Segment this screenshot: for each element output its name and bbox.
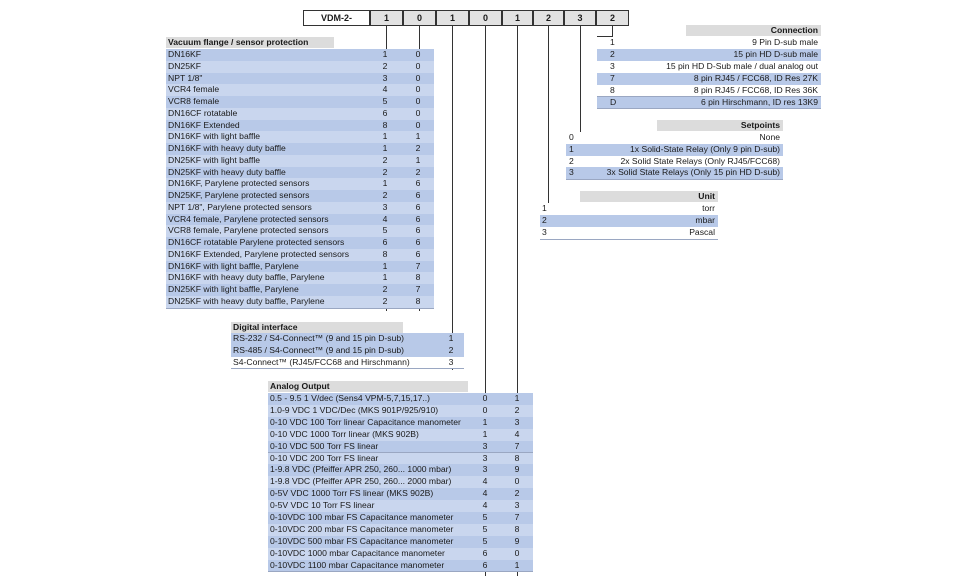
analog-code-digit-1: 1 — [482, 416, 488, 427]
analog-code-digit-1: 4 — [482, 500, 488, 511]
analog-option-label: 0-10 VDC 1000 Torr linear (MKS 902B) — [270, 428, 419, 439]
flange-code-digit-1: 2 — [382, 284, 388, 294]
flange-option-label: VCR4 female — [168, 84, 220, 95]
flange-code-digit-1: 2 — [382, 166, 388, 177]
analog-code-digit-1: 5 — [482, 523, 488, 534]
digital-option-label: RS-485 / S4-Connect™ (9 and 15 pin D-sub) — [233, 344, 405, 355]
connection-code: D — [610, 96, 617, 107]
flange-code-digit-2: 7 — [415, 260, 421, 271]
analog-code-digit-1: 3 — [482, 440, 488, 451]
flange-option-label: DN16KF with heavy duty baffle — [168, 143, 286, 153]
flange-code-digit-2: 1 — [415, 154, 421, 165]
flange-option-label: DN25KF with light baffle, Parylene — [168, 284, 299, 294]
setpoint-option-label: 1x Solid-State Relay (Only 9 pin D-sub) — [630, 143, 780, 154]
flange-code-digit-1: 1 — [382, 272, 388, 283]
analog-code-digit-1: 0 — [482, 393, 488, 403]
analog-code-digit-2: 2 — [514, 488, 520, 499]
analog-option-label: 0-10 VDC 100 Torr linear Capacitance manometer — [270, 416, 461, 427]
digital-code-digit: 2 — [448, 344, 454, 355]
digital-option-label: RS-232 / S4-Connect™ (9 and 15 pin D-sub) — [233, 333, 405, 343]
analog-title: Analog Output — [268, 381, 468, 392]
analog-option-label: 0-10VDC 1100 mbar Capacitance manometer — [270, 559, 445, 570]
flange-option-label: NPT 1/8", Parylene protected sensors — [168, 201, 312, 212]
analog-code-digit-2: 1 — [514, 393, 520, 403]
flange-code-digit-2: 2 — [415, 166, 421, 177]
flange-code-digit-1: 3 — [382, 72, 388, 83]
analog-code-digit-2: 8 — [514, 452, 520, 463]
flange-option-label: DN25KF with heavy duty baffle — [168, 166, 286, 177]
unit-title: Unit — [580, 191, 718, 202]
flange-option-label: DN16KF Extended, Parylene protected sensors — [168, 248, 350, 259]
analog-code-digit-1: 1 — [482, 428, 488, 439]
analog-option-label: 1-9.8 VDC (Pfeiffer APR 250, 260... 1000 mbar) — [270, 464, 452, 475]
connection-code: 1 — [610, 37, 615, 47]
flange-option-label: DN25KF with heavy duty baffle, Parylene — [168, 295, 325, 306]
connection-code: 3 — [610, 60, 615, 71]
model-code-digit-7: 3 — [564, 10, 596, 26]
flange-code-digit-1: 1 — [382, 178, 388, 189]
digital-title: Digital interface — [231, 322, 403, 333]
flange-code-digit-2: 6 — [415, 201, 421, 212]
digital-row — [231, 357, 464, 370]
flange-code-digit-1: 8 — [382, 248, 388, 259]
flange-option-label: DN25KF — [168, 60, 201, 71]
flange-code-digit-1: 5 — [382, 225, 388, 236]
digital-code-digit: 1 — [448, 333, 454, 343]
setpoint-option-label: None — [759, 132, 780, 142]
analog-option-label: 0-10 VDC 200 Torr FS linear — [270, 452, 379, 463]
unit-row — [540, 227, 718, 240]
connection-code: 7 — [610, 72, 615, 83]
flange-code-digit-1: 2 — [382, 154, 388, 165]
connection-option-label: 6 pin Hirschmann, ID res 13K9 — [700, 96, 818, 107]
flange-code-digit-1: 8 — [382, 119, 388, 130]
connection-row — [597, 97, 821, 110]
flange-code-digit-2: 0 — [415, 49, 421, 59]
flange-code-digit-2: 1 — [415, 131, 421, 142]
model-code-prefix: VDM-2- — [303, 10, 370, 26]
flange-row — [166, 296, 434, 309]
flange-option-label: NPT 1/8" — [168, 72, 203, 83]
flange-option-label: DN16KF with light baffle, Parylene — [168, 260, 299, 271]
flange-code-digit-2: 6 — [415, 225, 421, 236]
analog-option-label: 0-10VDC 200 mbar FS Capacitance manometer — [270, 523, 454, 534]
setpoint-code: 0 — [569, 132, 574, 142]
flange-option-label: DN16KF — [168, 49, 201, 59]
connection-title: Connection — [686, 25, 821, 36]
unit-code: 3 — [542, 227, 547, 237]
analog-option-label: 0-5V VDC 1000 Torr FS linear (MKS 902B) — [270, 488, 434, 499]
unit-code: 1 — [542, 203, 547, 213]
flange-option-label: DN16CF rotatable Parylene protected sensors — [168, 237, 345, 247]
analog-code-digit-1: 6 — [482, 559, 488, 570]
connection-code: 8 — [610, 84, 615, 95]
flange-code-digit-1: 1 — [382, 143, 388, 153]
setpoint-code: 2 — [569, 155, 574, 166]
analog-option-label: 0-10 VDC 500 Torr FS linear — [270, 440, 379, 451]
connection-code: 2 — [610, 48, 615, 59]
flange-code-digit-1: 5 — [382, 96, 388, 106]
model-code-digit-8: 2 — [596, 10, 629, 26]
flange-code-digit-1: 3 — [382, 201, 388, 212]
analog-option-label: 0-10VDC 500 mbar FS Capacitance manometer — [270, 535, 454, 546]
model-code-digit-4: 0 — [469, 10, 502, 26]
flange-code-digit-2: 7 — [415, 284, 421, 294]
analog-option-label: 1-9.8 VDC (Pfeiffer APR 250, 260... 2000 mbar) — [270, 476, 452, 487]
flange-code-digit-2: 6 — [415, 178, 421, 189]
model-code-digit-3: 1 — [436, 10, 469, 26]
digital-code-digit: 3 — [448, 356, 454, 367]
flange-code-digit-2: 6 — [415, 213, 421, 224]
analog-option-label: 0.5 - 9.5 1 V/dec (Sens4 VPM-5,7,15,17..) — [270, 393, 431, 403]
flange-code-digit-1: 6 — [382, 237, 388, 247]
analog-code-digit-2: 8 — [514, 523, 520, 534]
flange-code-digit-2: 0 — [415, 60, 421, 71]
setpoints-title: Setpoints — [657, 120, 783, 131]
flange-code-digit-2: 0 — [415, 107, 421, 118]
flange-code-digit-1: 1 — [382, 260, 388, 271]
analog-code-digit-2: 0 — [514, 476, 520, 487]
flange-code-digit-2: 0 — [415, 84, 421, 95]
analog-code-digit-2: 0 — [514, 547, 520, 558]
flange-code-digit-1: 1 — [382, 131, 388, 142]
flange-code-digit-2: 0 — [415, 119, 421, 130]
analog-code-digit-1: 3 — [482, 464, 488, 475]
analog-code-digit-1: 5 — [482, 535, 488, 546]
setpoint-code: 3 — [569, 167, 574, 178]
analog-code-digit-1: 0 — [482, 404, 488, 415]
analog-option-label: 0-10VDC 1000 mbar Capacitance manometer — [270, 547, 445, 558]
flange-option-label: DN25KF with light baffle — [168, 154, 261, 165]
analog-code-digit-2: 7 — [514, 440, 520, 451]
model-code-digit-2: 0 — [403, 10, 436, 26]
analog-code-digit-2: 1 — [514, 559, 520, 570]
flange-code-digit-2: 2 — [415, 143, 421, 153]
flange-code-digit-1: 2 — [382, 190, 388, 200]
flange-option-label: VCR4 female, Parylene protected sensors — [168, 213, 329, 224]
flange-code-digit-2: 0 — [415, 96, 421, 106]
analog-code-digit-2: 3 — [514, 416, 520, 427]
model-code-digit-5: 1 — [502, 10, 533, 26]
flange-option-label: DN16KF with light baffle — [168, 131, 261, 142]
analog-code-digit-2: 2 — [514, 404, 520, 415]
analog-code-digit-1: 3 — [482, 452, 488, 463]
analog-code-digit-2: 7 — [514, 512, 520, 522]
analog-code-digit-1: 4 — [482, 488, 488, 499]
connection-option-label: 8 pin RJ45 / FCC68, ID Res 36K — [693, 84, 818, 95]
flange-option-label: DN16KF Extended — [168, 119, 240, 130]
digital-option-label: S4-Connect™ (RJ45/FCC68 and Hirschmann) — [233, 356, 410, 367]
model-code-digit-1: 1 — [370, 10, 403, 26]
flange-code-digit-1: 4 — [382, 84, 388, 95]
analog-code-digit-1: 6 — [482, 547, 488, 558]
flange-code-digit-1: 1 — [382, 49, 388, 59]
setpoint-row — [566, 167, 783, 180]
analog-code-digit-2: 9 — [514, 464, 520, 475]
flange-code-digit-1: 2 — [382, 60, 388, 71]
connection-option-label: 9 Pin D-sub male — [752, 37, 818, 47]
setpoint-code: 1 — [569, 143, 574, 154]
analog-code-digit-1: 4 — [482, 476, 488, 487]
analog-code-digit-2: 3 — [514, 500, 520, 511]
connection-option-label: 15 pin HD D-Sub male / dual analog out — [666, 60, 818, 71]
flange-option-label: DN16KF, Parylene protected sensors — [168, 178, 310, 189]
flange-code-digit-1: 4 — [382, 213, 388, 224]
unit-option-label: Pascal — [689, 227, 715, 237]
setpoint-option-label: 3x Solid State Relays (Only 15 pin HD D-sub) — [606, 167, 780, 178]
analog-code-digit-2: 9 — [514, 535, 520, 546]
flange-code-digit-2: 8 — [415, 295, 421, 306]
flange-option-label: VCR8 female, Parylene protected sensors — [168, 225, 329, 236]
unit-option-label: mbar — [695, 215, 715, 225]
flange-option-label: DN16KF with heavy duty baffle, Parylene — [168, 272, 325, 283]
flange-code-digit-1: 2 — [382, 295, 388, 306]
analog-option-label: 0-10VDC 100 mbar FS Capacitance manometer — [270, 512, 454, 522]
unit-option-label: torr — [702, 203, 715, 213]
flange-code-digit-2: 6 — [415, 248, 421, 259]
analog-option-label: 0-5V VDC 10 Torr FS linear — [270, 500, 375, 511]
model-code-digit-6: 2 — [533, 10, 564, 26]
unit-code: 2 — [542, 215, 547, 225]
flange-code-digit-2: 0 — [415, 72, 421, 83]
connection-option-label: 8 pin RJ45 / FCC68, ID Res 27K — [693, 72, 818, 83]
setpoint-option-label: 2x Solid State Relays (Only RJ45/FCC68) — [620, 155, 780, 166]
flange-code-digit-2: 8 — [415, 272, 421, 283]
analog-code-digit-2: 4 — [514, 428, 520, 439]
connection-option-label: 15 pin HD D-sub male — [733, 48, 818, 59]
flange-code-digit-2: 6 — [415, 237, 421, 247]
flange-title: Vacuum flange / sensor protection — [166, 37, 334, 48]
analog-option-label: 1.0-9 VDC 1 VDC/Dec (MKS 901P/925/910) — [270, 404, 439, 415]
flange-option-label: DN25KF, Parylene protected sensors — [168, 190, 310, 200]
flange-code-digit-2: 6 — [415, 190, 421, 200]
analog-row — [268, 560, 533, 573]
analog-code-digit-1: 5 — [482, 512, 488, 522]
flange-option-label: VCR8 female — [168, 96, 220, 106]
flange-code-digit-1: 6 — [382, 107, 388, 118]
flange-option-label: DN16CF rotatable — [168, 107, 238, 118]
